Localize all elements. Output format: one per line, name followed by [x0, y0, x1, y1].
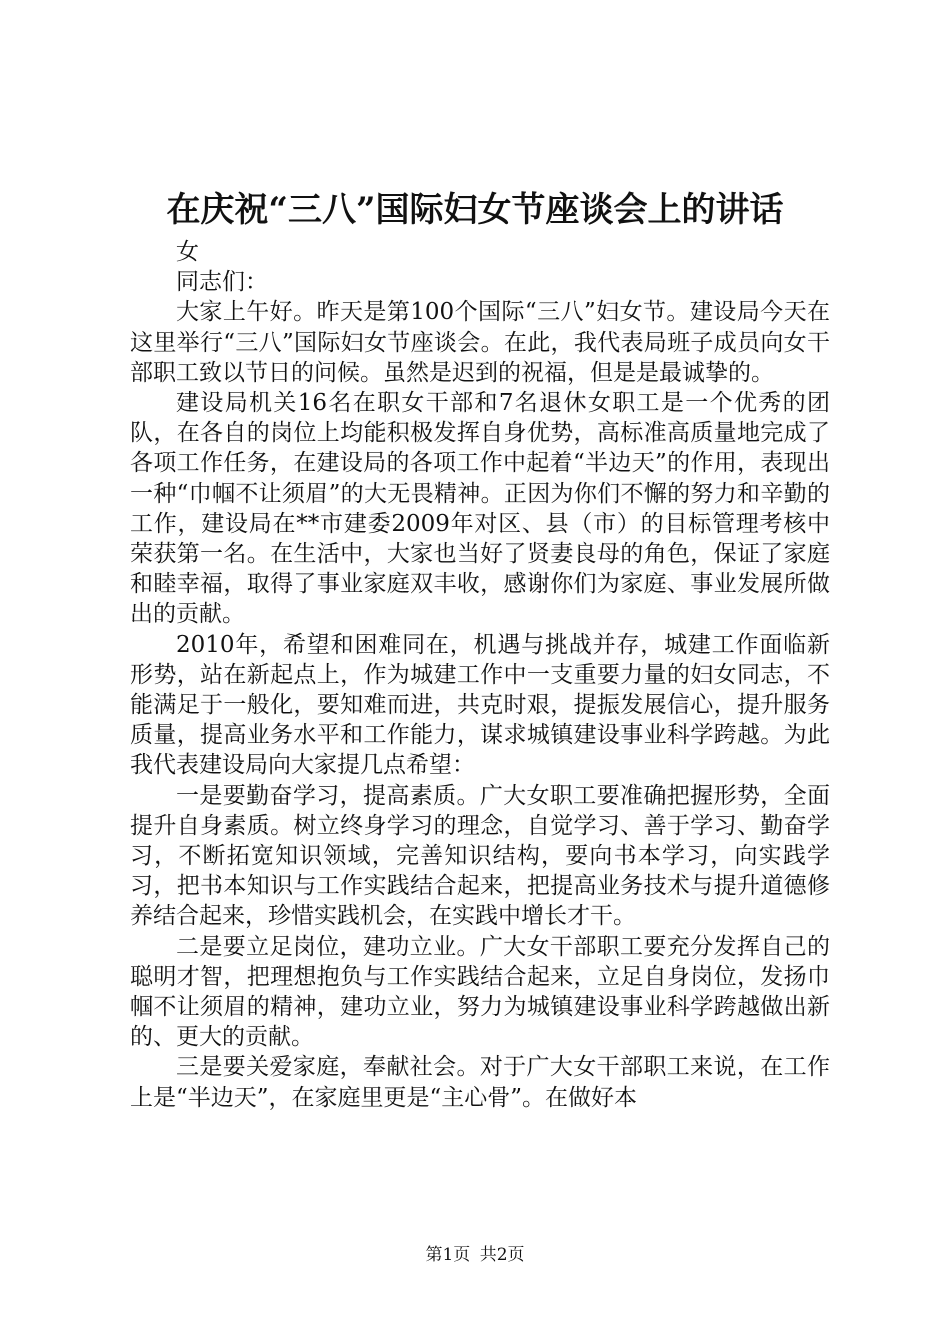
paragraph-2010: 2010年，希望和困难同在，机遇与挑战并存，城建工作面临新形势，站在新起点上，作为城建工作中一支重要力量的妇女同志，不能满足于一般化，要知难而进，共克时艰，提振发展信心，提升服务质量，提高业务水平和工作能力，谋求城镇建设事业科学跨越。为此我代表建设局向大家提几点希望： — [130, 631, 830, 779]
page-footer — [0, 1243, 950, 1267]
paragraph-hope-2: 二是要立足岗位，建功立业。广大女干部职工要充分发挥自己的聪明才智，把理想抱负与工作实践结合起来，立足自身岗位，发扬巾帼不让须眉的精神，建功立业，努力为城镇建设事业科学跨越做出新的、更大的贡献。 — [130, 933, 830, 1051]
page-number: 第1页 — [425, 1245, 471, 1265]
page-title: 在庆祝“三八”国际妇女节座谈会上的讲话 — [166, 190, 784, 230]
salutation: 同志们： — [176, 269, 268, 296]
paragraph-hope-1: 一是要勤奋学习，提高素质。广大女职工要准确把握形势，全面提升自身素质。树立终身学习的理念，自觉学习、善于学习、勤奋学习，不断拓宽知识领域，完善知识结构，要向书本学习，向实践学习，把书本知识与工作实践结合起来，把提高业务技术与提升道德修养结合起来，珍惜实践机会，在实践中增长才干。 — [130, 782, 830, 930]
paragraph-greeting: 大家上午好。昨天是第100个国际“三八”妇女节。建设局今天在这里举行“三八”国际妇女节座谈会。在此，我代表局班子成员向女干部职工致以节日的问候。虽然是迟到的祝福，但是是最诚挚的。 — [130, 299, 830, 386]
page-total: 共2页 — [479, 1245, 525, 1265]
document-body — [130, 237, 830, 1113]
paragraph-hope-3: 三是要关爱家庭，奉献社会。对于广大女干部职工来说，在工作上是“半边天”，在家庭里更是“主心骨”。在做好本 — [130, 1054, 830, 1111]
opening-line: 女 — [176, 239, 199, 265]
paragraph-team: 建设局机关16名在职女干部和7名退休女职工是一个优秀的团队，在各自的岗位上均能积极发挥自身优势，高标准高质量地完成了各项工作任务，在建设局的各项工作中起着“半边天”的作用，表现出一种“巾帼不让须眉”的大无畏精神。正因为你们不懈的努力和辛勤的工作，建设局在**市建委2009年对区、县（市）的目标管理考核中荣获第一名。在生活中，大家也当好了贤妻良母的角色，保证了家庭和睦幸福，取得了事业家庭双丰收，感谢你们为家庭、事业发展所做出的贡献。 — [130, 390, 830, 628]
